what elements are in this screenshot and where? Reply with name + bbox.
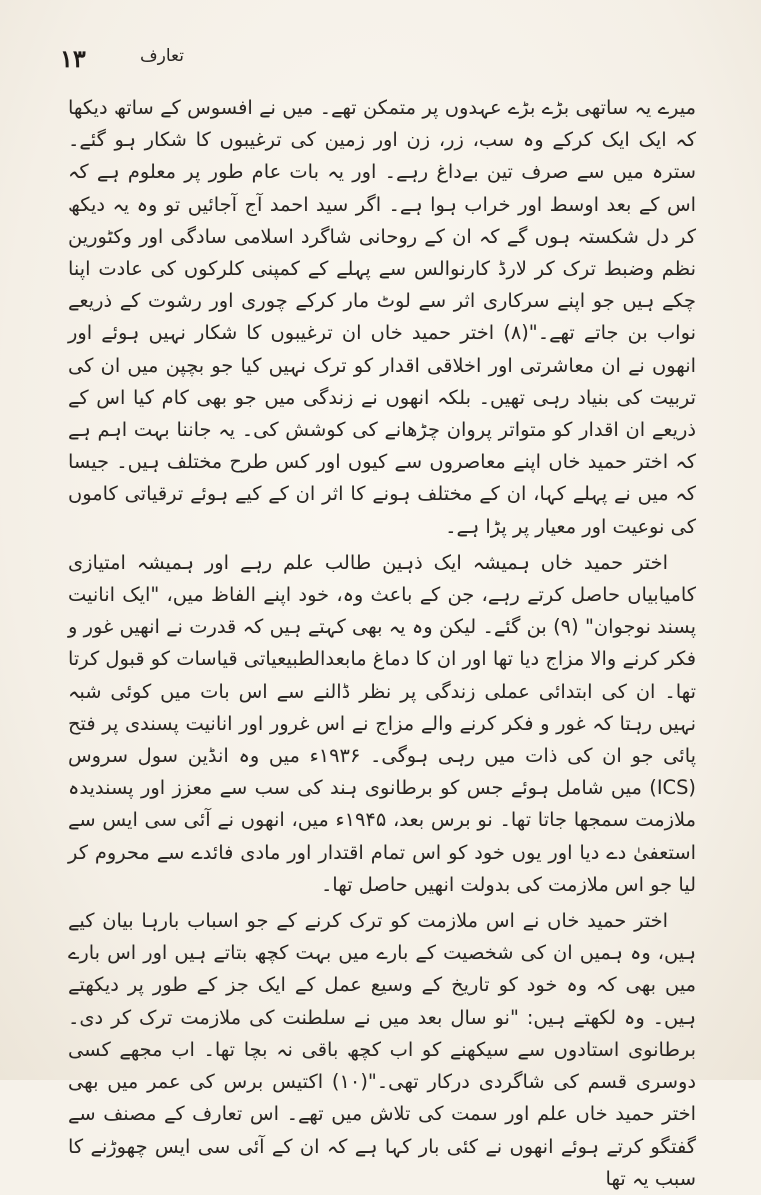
page-number: ۱۳: [60, 44, 86, 73]
paragraph-1: میرے یہ ساتھی بڑے بڑے عہدوں پر متمکن تھے۔ میں نے افسوس کے ساتھ دیکھا کہ ایک ایک کرکے وہ سب، زر، زن اور زمین کی ترغیبوں کا شکار ہو گئے۔ سترہ میں سے صرف تین بےداغ رہے۔ اور یہ بات عام طور پر معلوم ہے کہ اس کے بعد اوسط اور خراب ہوا ہے۔ اگر سید احمد آج آجائیں تو وہ یہ دیکھ کر دل شکستہ ہوں گے کہ ان کے روحانی شاگرد اسلامی سادگی اور وکٹورین نظم وضبط ترک کر لارڈ کارنوالس سے پہلے کے کمپنی کلرکوں کی عادت اپنا چکے ہیں جو اپنے سرکاری اثر سے لوٹ مار کرکے چوری اور رشوت کے ذریعے نواب بن جاتے تھے۔"(۸) اختر حمید خاں ان ترغیبوں کا شکار نہیں ہوئے اور انھوں نے ان معاشرتی اور اخلاقی اقدار کو ترک نہیں کیا جو بچپن میں ان کی تربیت کی بنیاد رہی تھیں۔ بلکہ انھوں نے زندگی میں جو بھی کام کیا اس کے ذریعے ان اقدار کو متواتر پروان چڑھانے کی کوشش کی۔ یہ جاننا بہت اہم ہے کہ اختر حمید خاں اپنے معاصروں سے کیوں اور کس طرح مختلف ہیں۔ جیسا کہ میں نے پہلے کہا، ان کے مختلف ہونے کا اثر ان کے کیے ہوئے ترقیاتی کاموں کی نوعیت اور معیار پر پڑا ہے۔: [68, 96, 696, 538]
paragraph-3: اختر حمید خاں نے اس ملازمت کو ترک کرنے کے جو اسباب بارہا بیان کیے ہیں، وہ ہمیں ان کی شخصیت کے بارے میں بہت کچھ بتاتے ہیں اور اس بارے میں بھی کہ وہ خود کو تاریخ کے وسیع عمل کے ایک جز کے طور پر دیکھتے ہیں۔ وہ لکھتے ہیں: "نو سال بعد میں نے سلطنت کی ملازمت ترک کر دی۔ برطانوی استادوں سے سیکھنے کو اب کچھ باقی نہ بچا تھا۔ اب مجھے کسی دوسری قسم کی شاگردی درکار تھی۔"(۱۰) اکتیس برس کی عمر میں بھی اختر حمید خاں علم اور سمت کی تلاش میں تھے۔ اس تعارف کے مصنف سے گفتگو کرتے ہوئے انھوں نے کئی بار کہا ہے کہ ان کے آئی سی ایس چھوڑنے کا سبب یہ تھا: [68, 909, 696, 1190]
running-head: [60, 44, 701, 74]
paragraph-2: اختر حمید خاں ہمیشہ ایک ذہین طالب علم رہے اور ہمیشہ امتیازی کامیابیاں حاصل کرتے رہے، جن کے باعث وہ، خود اپنے الفاظ میں، "ایک انانیت پسند نوجوان" (۹) بن گئے۔ لیکن وہ یہ بھی کہتے ہیں کہ قدرت نے انھیں غور و فکر کرنے والا مزاج دیا تھا اور ان کا دماغ مابعدالطبیعیاتی قیاسات کو قبول کرتا تھا۔ ان کی ابتدائی عملی زندگی پر نظر ڈالنے سے اس بات میں کوئی شبہ نہیں رہتا کہ غور و فکر کرنے والے مزاج نے اس غرور اور انانیت پسندی پر فتح پائی جو ان کی ذات میں رہی ہوگی۔ ۱۹۳۶ء میں وہ انڈین سول سروس (ICS) میں شامل ہوئے جس کو برطانوی ہند کی سب سے معزز اور پسندیدہ ملازمت سمجھا جاتا تھا۔ نو برس بعد، ۱۹۴۵ء میں، انھوں نے آئی سی ایس سے استعفیٰ دے دیا اور یوں خود کو اس تمام اقتدار اور مادی فائدے سے محروم کر لیا جو اس ملازمت کی بدولت انھیں حاصل تھا۔: [68, 550, 697, 896]
running-title: تعارف: [140, 46, 184, 66]
body-text: [68, 92, 696, 1195]
